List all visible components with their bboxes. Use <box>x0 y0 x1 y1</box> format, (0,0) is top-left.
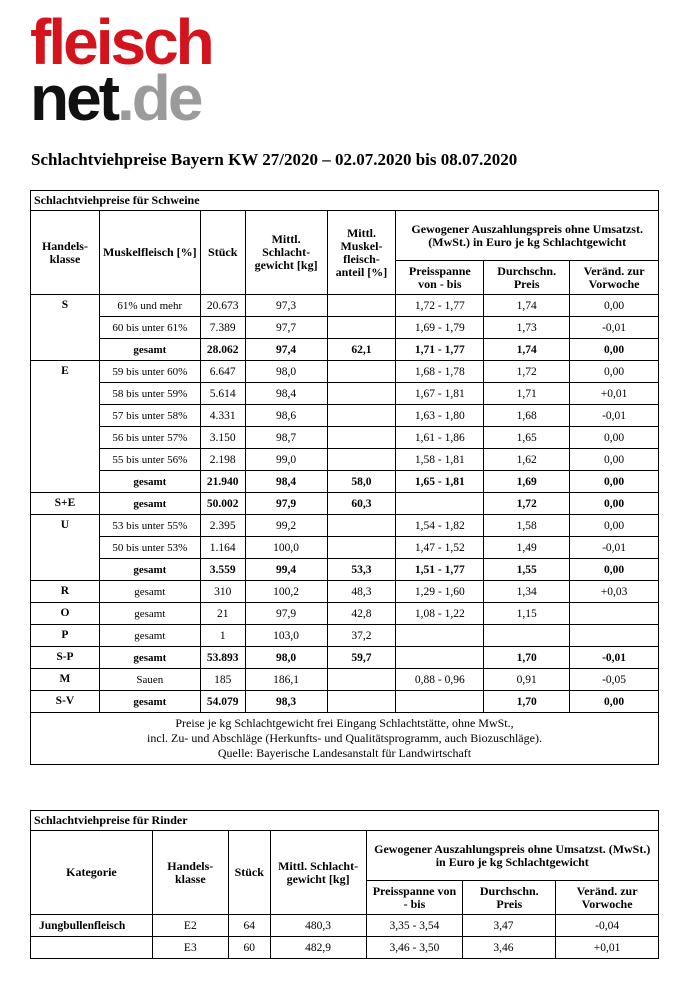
footnote-line: Quelle: Bayerische Landesanstalt für Landwirtschaft <box>217 746 472 760</box>
table-row <box>31 449 659 471</box>
header-muskelfleisch: Muskelfleisch [%] <box>99 211 200 295</box>
preis-cell: 1,15 <box>484 603 570 625</box>
table-row <box>31 603 659 625</box>
anteil-cell <box>327 361 396 383</box>
header-veraenderung: Veränd. zur Vorwoche <box>570 261 659 295</box>
gewicht-cell: 186,1 <box>245 669 327 691</box>
preis-cell: 1,34 <box>484 581 570 603</box>
spanne-cell <box>396 647 484 669</box>
header-handelsklasse: Handels-klasse <box>152 831 228 915</box>
table-row <box>31 515 659 537</box>
gewicht-cell: 97,7 <box>245 317 327 339</box>
kategorie-cell <box>31 937 153 959</box>
stueck-cell: 28.062 <box>200 339 245 361</box>
veraenderung-cell: +0,01 <box>556 937 659 959</box>
muskelfleisch-cell: 50 bis unter 53% <box>99 537 200 559</box>
anteil-cell: 60,3 <box>327 493 396 515</box>
header-preisspanne: Preisspanne von - bis <box>366 881 463 915</box>
schweine-footnote <box>31 713 659 765</box>
logo-tld: .de <box>117 62 201 134</box>
handelsklasse-cell: E3 <box>152 937 228 959</box>
spanne-cell: 1,72 - 1,77 <box>396 295 484 317</box>
spanne-cell: 3,46 - 3,50 <box>366 937 463 959</box>
preis-cell: 1,69 <box>484 471 570 493</box>
gewicht-cell: 98,4 <box>245 383 327 405</box>
spanne-cell: 1,08 - 1,22 <box>396 603 484 625</box>
stueck-cell: 1 <box>200 625 245 647</box>
anteil-cell: 58,0 <box>327 471 396 493</box>
stueck-cell: 21 <box>200 603 245 625</box>
preis-cell: 1,72 <box>484 361 570 383</box>
logo-line1: fleisch <box>30 6 212 78</box>
logo-line2 <box>30 62 201 134</box>
veraenderung-cell: 0,00 <box>570 515 659 537</box>
spanne-cell <box>396 625 484 647</box>
stueck-cell: 3.559 <box>200 559 245 581</box>
spanne-cell: 1,71 - 1,77 <box>396 339 484 361</box>
stueck-cell: 7.389 <box>200 317 245 339</box>
preis-cell: 1,70 <box>484 647 570 669</box>
preis-cell: 1,71 <box>484 383 570 405</box>
spanne-cell: 1,29 - 1,60 <box>396 581 484 603</box>
stueck-cell: 4.331 <box>200 405 245 427</box>
stueck-cell: 20.673 <box>200 295 245 317</box>
muskelfleisch-cell: gesamt <box>99 471 200 493</box>
anteil-cell: 59,7 <box>327 647 396 669</box>
logo-net: net <box>30 62 117 134</box>
spanne-cell: 3,35 - 3,54 <box>366 915 463 937</box>
veraenderung-cell: 0,00 <box>570 427 659 449</box>
stueck-cell: 185 <box>200 669 245 691</box>
table-row <box>31 493 659 515</box>
table-row <box>31 537 659 559</box>
handelsklasse-cell: M <box>31 669 100 691</box>
preis-cell: 1,70 <box>484 691 570 713</box>
gewicht-cell: 100,0 <box>245 537 327 559</box>
handelsklasse-cell: E2 <box>152 915 228 937</box>
gewicht-cell: 99,0 <box>245 449 327 471</box>
veraenderung-cell: -0,05 <box>570 669 659 691</box>
preis-cell: 1,55 <box>484 559 570 581</box>
stueck-cell: 2.198 <box>200 449 245 471</box>
kategorie-cell: Jungbullenfleisch <box>31 915 153 937</box>
footnote-line: incl. Zu- und Abschläge (Herkunfts- und Qualitätsprogramm, auch Biozuschläge). <box>147 731 542 745</box>
stueck-cell: 54.079 <box>200 691 245 713</box>
spanne-cell: 1,47 - 1,52 <box>396 537 484 559</box>
muskelfleisch-cell: gesamt <box>99 581 200 603</box>
veraenderung-cell: -0,01 <box>570 647 659 669</box>
preis-cell: 1,68 <box>484 405 570 427</box>
anteil-cell <box>327 691 396 713</box>
muskelfleisch-cell: gesamt <box>99 559 200 581</box>
veraenderung-cell: -0,01 <box>570 537 659 559</box>
anteil-cell: 62,1 <box>327 339 396 361</box>
preis-cell: 1,72 <box>484 493 570 515</box>
preis-cell: 1,65 <box>484 427 570 449</box>
stueck-cell: 1.164 <box>200 537 245 559</box>
table-row <box>31 691 659 713</box>
anteil-cell <box>327 515 396 537</box>
preis-cell: 1,74 <box>484 339 570 361</box>
header-preisspanne: Preisspanne von - bis <box>396 261 484 295</box>
gewicht-cell: 480,3 <box>270 915 366 937</box>
veraenderung-cell: 0,00 <box>570 449 659 471</box>
veraenderung-cell <box>570 603 659 625</box>
veraenderung-cell: +0,01 <box>570 383 659 405</box>
handelsklasse-cell: S-P <box>31 647 100 669</box>
anteil-cell <box>327 449 396 471</box>
table-row <box>31 405 659 427</box>
table-row <box>31 915 659 937</box>
preis-cell: 3,47 <box>463 915 556 937</box>
spanne-cell: 1,51 - 1,77 <box>396 559 484 581</box>
gewicht-cell: 97,9 <box>245 603 327 625</box>
stueck-cell: 5.614 <box>200 383 245 405</box>
preis-cell: 1,62 <box>484 449 570 471</box>
table-row <box>31 625 659 647</box>
gewicht-cell: 97,3 <box>245 295 327 317</box>
anteil-cell <box>327 383 396 405</box>
rinder-table <box>30 810 659 959</box>
muskelfleisch-cell: gesamt <box>99 647 200 669</box>
preis-cell: 1,73 <box>484 317 570 339</box>
handelsklasse-cell: E <box>31 361 100 493</box>
anteil-cell: 53,3 <box>327 559 396 581</box>
table-row <box>31 295 659 317</box>
gewicht-cell: 97,4 <box>245 339 327 361</box>
rinder-caption: Schlachtviehpreise für Rinder <box>31 811 659 831</box>
header-durchschn-preis: Durchschn. Preis <box>484 261 570 295</box>
anteil-cell: 37,2 <box>327 625 396 647</box>
gewicht-cell: 100,2 <box>245 581 327 603</box>
veraenderung-cell <box>570 625 659 647</box>
page-title: Schlachtviehpreise Bayern KW 27/2020 – 02.07.2020 bis 08.07.2020 <box>31 150 518 169</box>
table-row <box>31 647 659 669</box>
stueck-cell: 50.002 <box>200 493 245 515</box>
muskelfleisch-cell: gesamt <box>99 691 200 713</box>
spanne-cell: 1,61 - 1,86 <box>396 427 484 449</box>
gewicht-cell: 98,4 <box>245 471 327 493</box>
stueck-cell: 6.647 <box>200 361 245 383</box>
table-row <box>31 581 659 603</box>
preis-cell: 0,91 <box>484 669 570 691</box>
spanne-cell: 1,65 - 1,81 <box>396 471 484 493</box>
handelsklasse-cell: R <box>31 581 100 603</box>
header-gewicht: Mittl. Schlacht-gewicht [kg] <box>270 831 366 915</box>
table-row <box>31 471 659 493</box>
schweine-caption: Schlachtviehpreise für Schweine <box>31 191 659 211</box>
spanne-cell: 1,54 - 1,82 <box>396 515 484 537</box>
anteil-cell <box>327 427 396 449</box>
preis-cell: 1,49 <box>484 537 570 559</box>
spanne-cell: 1,63 - 1,80 <box>396 405 484 427</box>
veraenderung-cell: 0,00 <box>570 361 659 383</box>
header-handelsklasse: Handels-klasse <box>31 211 100 295</box>
gewicht-cell: 98,7 <box>245 427 327 449</box>
anteil-cell <box>327 405 396 427</box>
schweine-table <box>30 190 659 765</box>
muskelfleisch-cell: 55 bis unter 56% <box>99 449 200 471</box>
handelsklasse-cell: S <box>31 295 100 361</box>
stueck-cell: 21.940 <box>200 471 245 493</box>
header-stueck: Stück <box>200 211 245 295</box>
veraenderung-cell: -0,01 <box>570 405 659 427</box>
veraenderung-cell: +0,03 <box>570 581 659 603</box>
gewicht-cell: 99,4 <box>245 559 327 581</box>
preis-cell: 1,58 <box>484 515 570 537</box>
veraenderung-cell: 0,00 <box>570 339 659 361</box>
footnote-line: Preise je kg Schlachtgewicht frei Eingang Schlachtstätte, ohne MwSt., <box>175 716 514 730</box>
stueck-cell: 60 <box>228 937 270 959</box>
spanne-cell <box>396 493 484 515</box>
fleischnet-logo <box>30 6 270 134</box>
spanne-cell: 1,67 - 1,81 <box>396 383 484 405</box>
gewicht-cell: 97,9 <box>245 493 327 515</box>
handelsklasse-cell: S+E <box>31 493 100 515</box>
stueck-cell: 64 <box>228 915 270 937</box>
spanne-cell <box>396 691 484 713</box>
gewicht-cell: 98,0 <box>245 647 327 669</box>
table-row <box>31 317 659 339</box>
muskelfleisch-cell: gesamt <box>99 493 200 515</box>
table-row <box>31 383 659 405</box>
stueck-cell: 53.893 <box>200 647 245 669</box>
veraenderung-cell: 0,00 <box>570 295 659 317</box>
header-anteil: Mittl. Muskel-fleisch-anteil [%] <box>327 211 396 295</box>
schweine-body <box>31 295 659 713</box>
handelsklasse-cell: S-V <box>31 691 100 713</box>
table-row <box>31 427 659 449</box>
table-row <box>31 361 659 383</box>
table-row <box>31 937 659 959</box>
table-row <box>31 339 659 361</box>
anteil-cell <box>327 537 396 559</box>
muskelfleisch-cell: 61% und mehr <box>99 295 200 317</box>
gewicht-cell: 98,0 <box>245 361 327 383</box>
spanne-cell: 1,69 - 1,79 <box>396 317 484 339</box>
rinder-body <box>31 915 659 959</box>
anteil-cell: 48,3 <box>327 581 396 603</box>
gewicht-cell: 103,0 <box>245 625 327 647</box>
table-row <box>31 669 659 691</box>
preis-cell: 3,46 <box>463 937 556 959</box>
header-stueck: Stück <box>228 831 270 915</box>
header-gewicht: Mittl. Schlacht-gewicht [kg] <box>245 211 327 295</box>
header-auszahlungspreis: Gewogener Auszahlungspreis ohne Umsatzst. (MwSt.) in Euro je kg Schlachtgewicht <box>396 211 659 261</box>
muskelfleisch-cell: 58 bis unter 59% <box>99 383 200 405</box>
stueck-cell: 3.150 <box>200 427 245 449</box>
header-veraenderung: Veränd. zur Vorwoche <box>556 881 659 915</box>
veraenderung-cell: 0,00 <box>570 471 659 493</box>
header-kategorie: Kategorie <box>31 831 153 915</box>
handelsklasse-cell: U <box>31 515 100 581</box>
muskelfleisch-cell: 59 bis unter 60% <box>99 361 200 383</box>
handelsklasse-cell: O <box>31 603 100 625</box>
veraenderung-cell: 0,00 <box>570 691 659 713</box>
spanne-cell: 1,68 - 1,78 <box>396 361 484 383</box>
muskelfleisch-cell: 60 bis unter 61% <box>99 317 200 339</box>
gewicht-cell: 98,3 <box>245 691 327 713</box>
table-row <box>31 559 659 581</box>
muskelfleisch-cell: Sauen <box>99 669 200 691</box>
spanne-cell: 0,88 - 0,96 <box>396 669 484 691</box>
gewicht-cell: 99,2 <box>245 515 327 537</box>
preis-cell: 1,74 <box>484 295 570 317</box>
veraenderung-cell: 0,00 <box>570 559 659 581</box>
muskelfleisch-cell: gesamt <box>99 625 200 647</box>
muskelfleisch-cell: 53 bis unter 55% <box>99 515 200 537</box>
header-durchschn-preis: Durchschn. Preis <box>463 881 556 915</box>
header-auszahlungspreis: Gewogener Auszahlungspreis ohne Umsatzst. (MwSt.) in Euro je kg Schlachtgewicht <box>366 831 659 881</box>
muskelfleisch-cell: 57 bis unter 58% <box>99 405 200 427</box>
gewicht-cell: 482,9 <box>270 937 366 959</box>
veraenderung-cell: 0,00 <box>570 493 659 515</box>
stueck-cell: 310 <box>200 581 245 603</box>
veraenderung-cell: -0,04 <box>556 915 659 937</box>
gewicht-cell: 98,6 <box>245 405 327 427</box>
handelsklasse-cell: P <box>31 625 100 647</box>
spanne-cell: 1,58 - 1,81 <box>396 449 484 471</box>
veraenderung-cell: -0,01 <box>570 317 659 339</box>
preis-cell <box>484 625 570 647</box>
anteil-cell <box>327 317 396 339</box>
anteil-cell: 42,8 <box>327 603 396 625</box>
anteil-cell <box>327 669 396 691</box>
stueck-cell: 2.395 <box>200 515 245 537</box>
muskelfleisch-cell: gesamt <box>99 339 200 361</box>
muskelfleisch-cell: gesamt <box>99 603 200 625</box>
muskelfleisch-cell: 56 bis unter 57% <box>99 427 200 449</box>
anteil-cell <box>327 295 396 317</box>
